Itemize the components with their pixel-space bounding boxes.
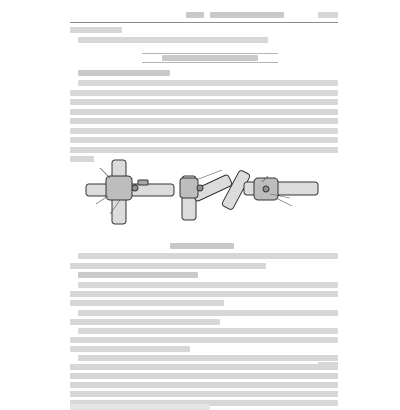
swivel-bolt: [197, 185, 203, 191]
list-line: [78, 355, 338, 361]
list-line: [70, 337, 338, 343]
list-line: [78, 282, 338, 288]
list-line: [70, 373, 338, 379]
sleeve-bolt: [263, 186, 269, 192]
list-line: [70, 382, 338, 388]
list-line: [70, 319, 220, 325]
coupler-body: [106, 176, 132, 200]
list-line: [70, 391, 338, 397]
paragraph-2-line: [70, 263, 266, 269]
list-line: [70, 404, 210, 410]
leader-line: [96, 196, 108, 204]
figure-caption: [170, 243, 234, 249]
coupler-bolt: [132, 185, 138, 191]
list-line: [78, 310, 338, 316]
footer-page-number: [318, 362, 338, 368]
list-line: [70, 291, 338, 297]
list-line: [70, 364, 338, 370]
subsection-heading-2: [78, 272, 198, 278]
swivel-body: [180, 178, 198, 198]
list-line: [70, 300, 224, 306]
list-line: [78, 328, 338, 334]
list-line: [70, 346, 190, 352]
coupler-nut: [138, 180, 148, 185]
leader-line: [276, 198, 292, 206]
leader-line: [100, 168, 110, 178]
paragraph-2-line: [78, 253, 338, 259]
